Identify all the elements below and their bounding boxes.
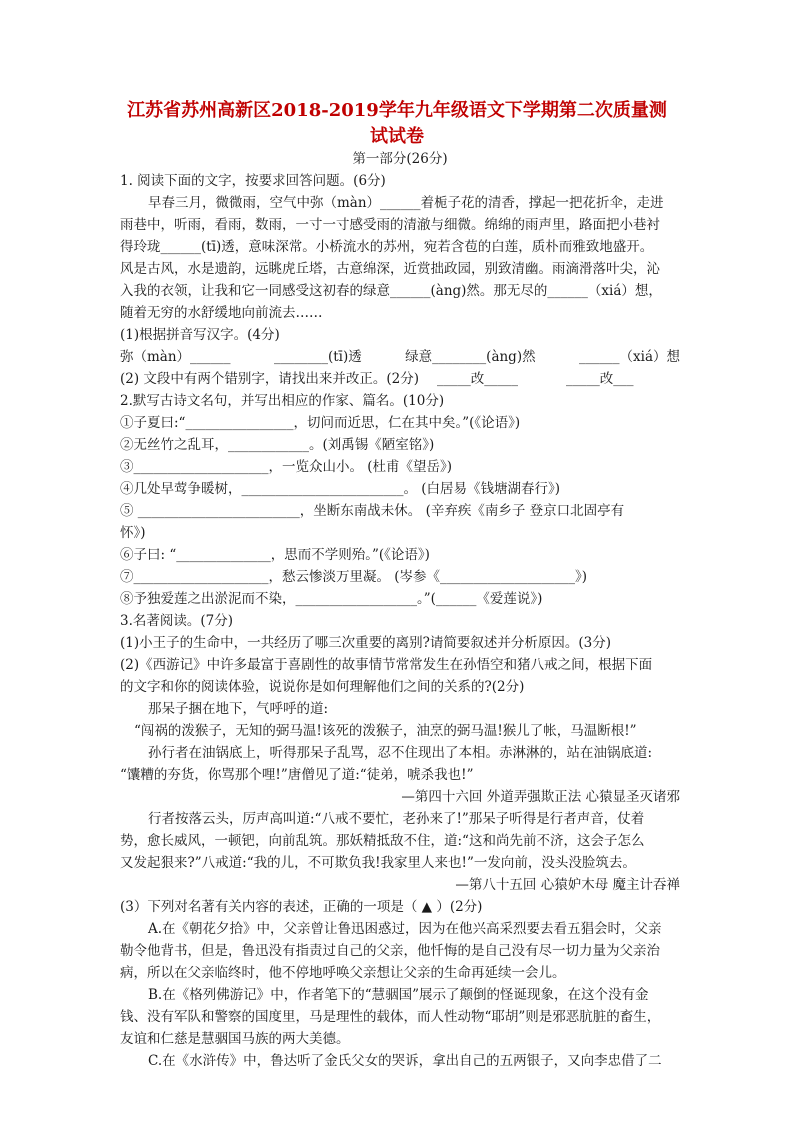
excerpt-line: 孙行者在油锅底上，听得那呆子乱骂，忍不住现出了本相。赤淋淋的，站在油锅底道: (148, 745, 653, 761)
title-line-1: 江苏省苏州高新区2018-2019学年九年级语文下学期第二次质量测 (127, 100, 667, 121)
blank-item: 弥（màn）______ (120, 349, 231, 365)
excerpt-line: 行者按落云头，厉声高叫道:“八戒不要忙，老孙来了!”那呆子听得是行者声音，仗着 (148, 811, 645, 827)
q2-stem: 2.默写古诗文名句，并写出相应的作家、篇名。(10分) (120, 393, 445, 409)
blank-item: ________(tī)透 (273, 349, 362, 365)
q1-blank-row (120, 346, 680, 368)
q2-item: ②无丝竹之乱耳，____________。(刘禹锡《陋室铭》) (120, 437, 435, 453)
q1-sub1: (1)根据拼音写汉字。(4分) (120, 327, 280, 343)
q1-passage-line: 早春三月，微微雨，空气中弥（màn）______着栀子花的清香，撑起一把花折伞，走进 (148, 195, 664, 211)
q1-passage-line: 雨巷中，听雨，看雨，数雨，一寸一寸感受雨的清澈与细微。绵绵的雨声里，路面把小巷衬 (120, 217, 660, 233)
q3-sub2-line: (2)《西游记》中许多最富于喜剧性的故事情节常常发生在孙悟空和猪八戒之间，根据下面 (120, 657, 653, 673)
q2-item: ③____________________，一览众山小。 (杜甫《望岳》) (120, 459, 453, 475)
q2-item: ⑦____________________，愁云惨淡万里凝。 (岑参《____________________》) (120, 569, 588, 585)
q1-passage-line: 入我的衣领，让我和它一同感受这初春的绿意______(àng)然。那无尽的______（xiá）想， (120, 283, 662, 299)
excerpt-line: 又发起狠来?”八戒道:“我的儿，不可欺负我!我家里人来也!”一发向前，没头没脸筑去。 (120, 855, 636, 871)
q3-sub2-line: 的文字和你的阅读体验，说说你是如何理解他们之间的关系的?(2分) (120, 679, 525, 695)
excerpt-line: 势，愈长威风，一顿钯，向前乱筑。那妖精抵敌不住，道:“这和尚先前不济，这会子怎么 (120, 833, 645, 849)
option-a-line: A.在《朝花夕拾》中，父亲曾让鲁迅困惑过，因为在他兴高采烈要去看五猖会时，父亲 (148, 921, 662, 937)
q2-item: ⑥子曰: “______________，思而不学则殆。”(《论语》) (120, 547, 430, 563)
excerpt-line: “馕糟的夯货，你骂那个哩!”唐僧见了道:“徒弟，唬杀我也!” (120, 767, 474, 783)
excerpt-source: —第四十六回 外道弄强欺正法 心猿显圣灭诸邪 (401, 789, 680, 805)
q2-item: ①子夏曰:“________________，切问而近思，仁在其中矣。”(《论语》) (120, 415, 521, 431)
excerpt-source: —第八十五回 心猿妒木母 魔主计吞禅 (455, 877, 680, 893)
title-line-2: 试试卷 (370, 126, 424, 147)
option-c-line: C.在《水浒传》中，鲁达听了金氏父女的哭诉，拿出自己的五两银子，又向李忠借了二 (148, 1053, 662, 1069)
q2-item: 怀》) (120, 525, 146, 541)
option-b-line: 钱、没有军队和警察的国度里，马是理性的载体，而人性动物“耶胡”则是邪恶肮脏的畜生， (120, 1009, 661, 1025)
correction-blank: _____改___ (566, 371, 634, 387)
q2-item: ⑧予独爱莲之出淤泥而不染，__________________。”(______《爱莲说》) (120, 591, 543, 607)
excerpt-line: 那呆子捆在地下，气呼呼的道: (148, 701, 329, 717)
option-b-line: 友谊和仁慈是慧骃国马族的两大美德。 (120, 1031, 350, 1047)
document-title (100, 98, 694, 150)
part-heading: 第一部分(26分) (352, 151, 448, 167)
q1-sub2-row (120, 368, 680, 390)
option-a-line: 勒令他背书，但是，鲁迅没有指责过自己的父亲，他忏悔的是自己没有尽一切力量为父亲治 (120, 943, 660, 959)
q3-stem: 3.名著阅读。(7分) (120, 613, 234, 629)
blank-item: 绿意________(àng)然 (405, 349, 536, 365)
q1-passage-line: 得玲珑______(tī)透，意味深常。小桥流水的苏州，宛若含苞的白莲，质朴而雅致地盛开。 (120, 239, 654, 255)
option-a-line: 病，所以在父亲临终时，他不停地呼唤父亲想让父亲的生命再延续一会儿。 (120, 965, 566, 981)
q3-sub3: (3）下列对名著有关内容的表述，正确的一项是（ ▲ ）(2分) (120, 899, 483, 915)
option-b-line: B.在《格列佛游记》中，作者笔下的“慧骃国”展示了颠倒的怪诞现象，在这个没有金 (148, 987, 649, 1003)
excerpt-line: “闯祸的泼猴子，无知的弼马温!该死的泼猴子，油烹的弼马温!猴儿了帐，马温断根!” (134, 723, 637, 739)
q2-item: ⑤ ________________________，坐断东南战未休。 (辛弃疾《南乡子 登京口北固亭有 (120, 503, 625, 519)
q1-stem: 1. 阅读下面的文字，按要求回答问题。(6分) (120, 173, 386, 189)
q3-sub1: (1)小王子的生命中，一共经历了哪三次重要的离别?请简要叙述并分析原因。(3分) (120, 635, 611, 651)
blank-item: ______（xiá）想 (579, 349, 680, 365)
q1-passage-line: 随着无穷的水舒缓地向前流去…… (120, 305, 323, 321)
q1-passage-line: 风是古风，水是遗韵，远眺虎丘塔，古意绵深，近赏拙政园，别致清幽。雨滴滑落叶尖，沁 (120, 261, 660, 277)
q1-sub2: (2) 文段中有两个错别字，请找出来并改正。(2分) (120, 371, 420, 387)
q2-item: ④几处早莺争暖树，________________________。 (白居易《钱塘湖春行》) (120, 481, 561, 497)
correction-blank: _____改_____ (437, 371, 519, 387)
